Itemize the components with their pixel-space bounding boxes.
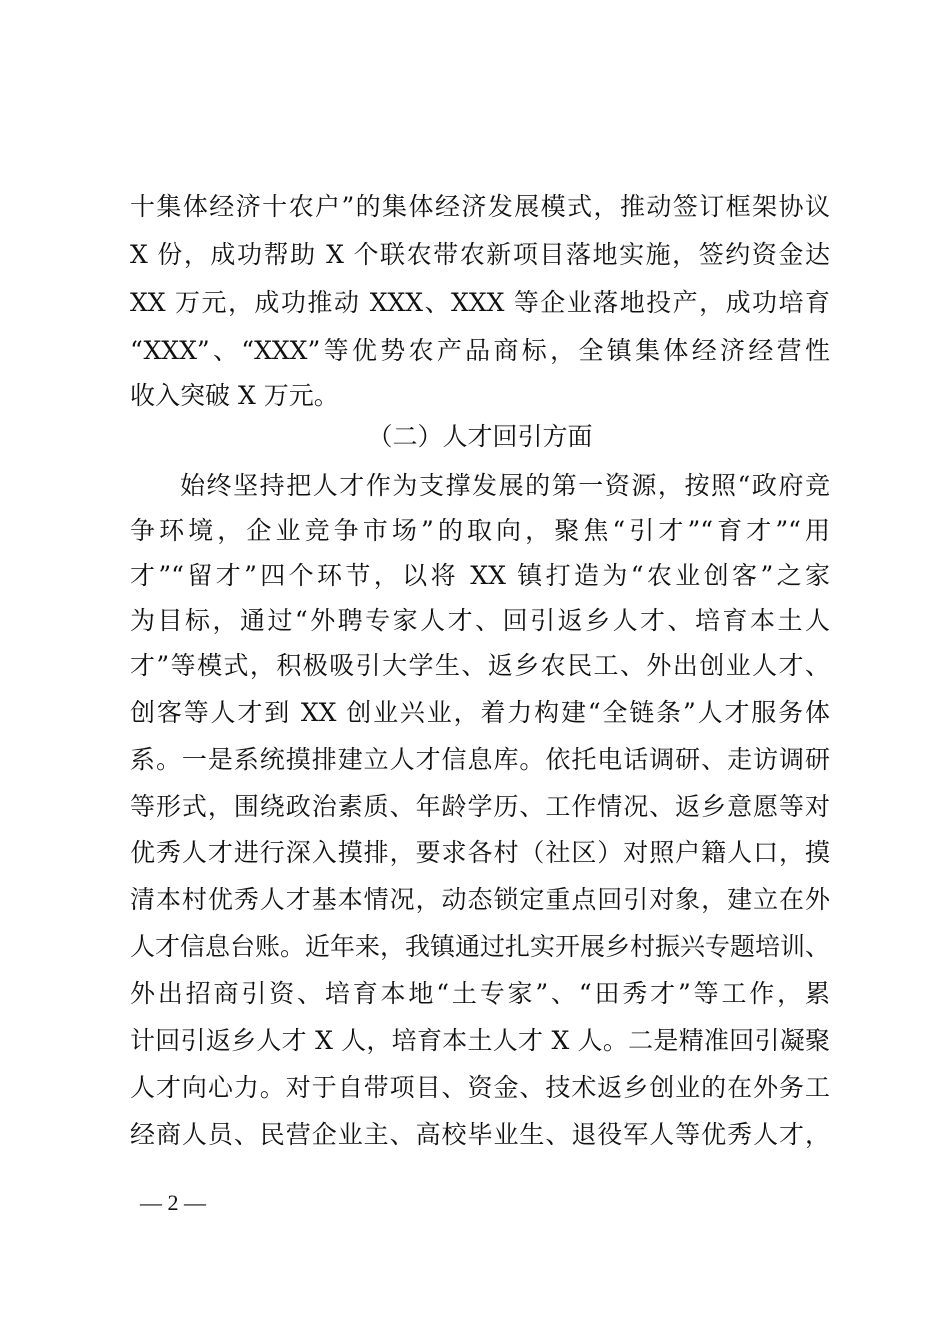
paragraph-line: 始终坚持把人才作为支撑发展的第一资源，按照“政府竞 bbox=[180, 471, 830, 500]
paragraph-line: X 份，成功帮助 X 个联农带农新项目落地实施，签约资金达 bbox=[130, 240, 830, 269]
paragraph-line: “XXX”、“XXX”等优势农产品商标，全镇集体经济经营性 bbox=[130, 336, 830, 365]
paragraph-line: 才”等模式，积极吸引大学生、返乡农民工、外出创业人才、 bbox=[130, 651, 830, 680]
paragraph-line: 人才信息台账。近年来，我镇通过扎实开展乡村振兴专题培训、 bbox=[130, 932, 830, 961]
paragraph-line: 等形式，围绕政治素质、年龄学历、工作情况、返乡意愿等对 bbox=[130, 792, 830, 821]
paragraph-line: 收入突破 X 万元。 bbox=[130, 381, 339, 410]
paragraph-line: 系。一是系统摸排建立人才信息库。依托电话调研、走访调研 bbox=[130, 745, 830, 774]
page-number: — 2 — bbox=[140, 1190, 206, 1215]
paragraph-line: 十集体经济十农户”的集体经济发展模式，推动签订框架协议 bbox=[130, 192, 830, 221]
paragraph-line: 为目标，通过“外聘专家人才、回引返乡人才、培育本土人 bbox=[130, 606, 830, 635]
paragraph-line: 才”“留才”四个环节，以将 XX 镇打造为“农业创客”之家 bbox=[130, 561, 830, 590]
paragraph-line: 人才向心力。对于自带项目、资金、技术返乡创业的在外务工 bbox=[130, 1073, 830, 1102]
paragraph-line: 计回引返乡人才 X 人，培育本土人才 X 人。二是精准回引凝聚 bbox=[130, 1026, 830, 1055]
paragraph-line: 争环境，企业竞争市场”的取向，聚焦“引才”“育才”“用 bbox=[130, 516, 830, 545]
paragraph-line: 清本村优秀人才基本情况，动态锁定重点回引对象，建立在外 bbox=[130, 885, 830, 914]
paragraph-line: 外出招商引资、培育本地“土专家”、“田秀才”等工作，累 bbox=[130, 979, 830, 1008]
paragraph-line: 创客等人才到 XX 创业兴业，着力构建“全链条”人才服务体 bbox=[130, 698, 830, 727]
section-heading: （二）人才回引方面 bbox=[367, 422, 593, 451]
paragraph-line: XX 万元，成功推动 XXX、XXX 等企业落地投产，成功培育 bbox=[130, 288, 830, 317]
paragraph-line: 经商人员、民营企业主、高校毕业生、退役军人等优秀人才， bbox=[130, 1120, 830, 1149]
paragraph-line: 优秀人才进行深入摸排，要求各村（社区）对照户籍人口，摸 bbox=[130, 838, 830, 867]
